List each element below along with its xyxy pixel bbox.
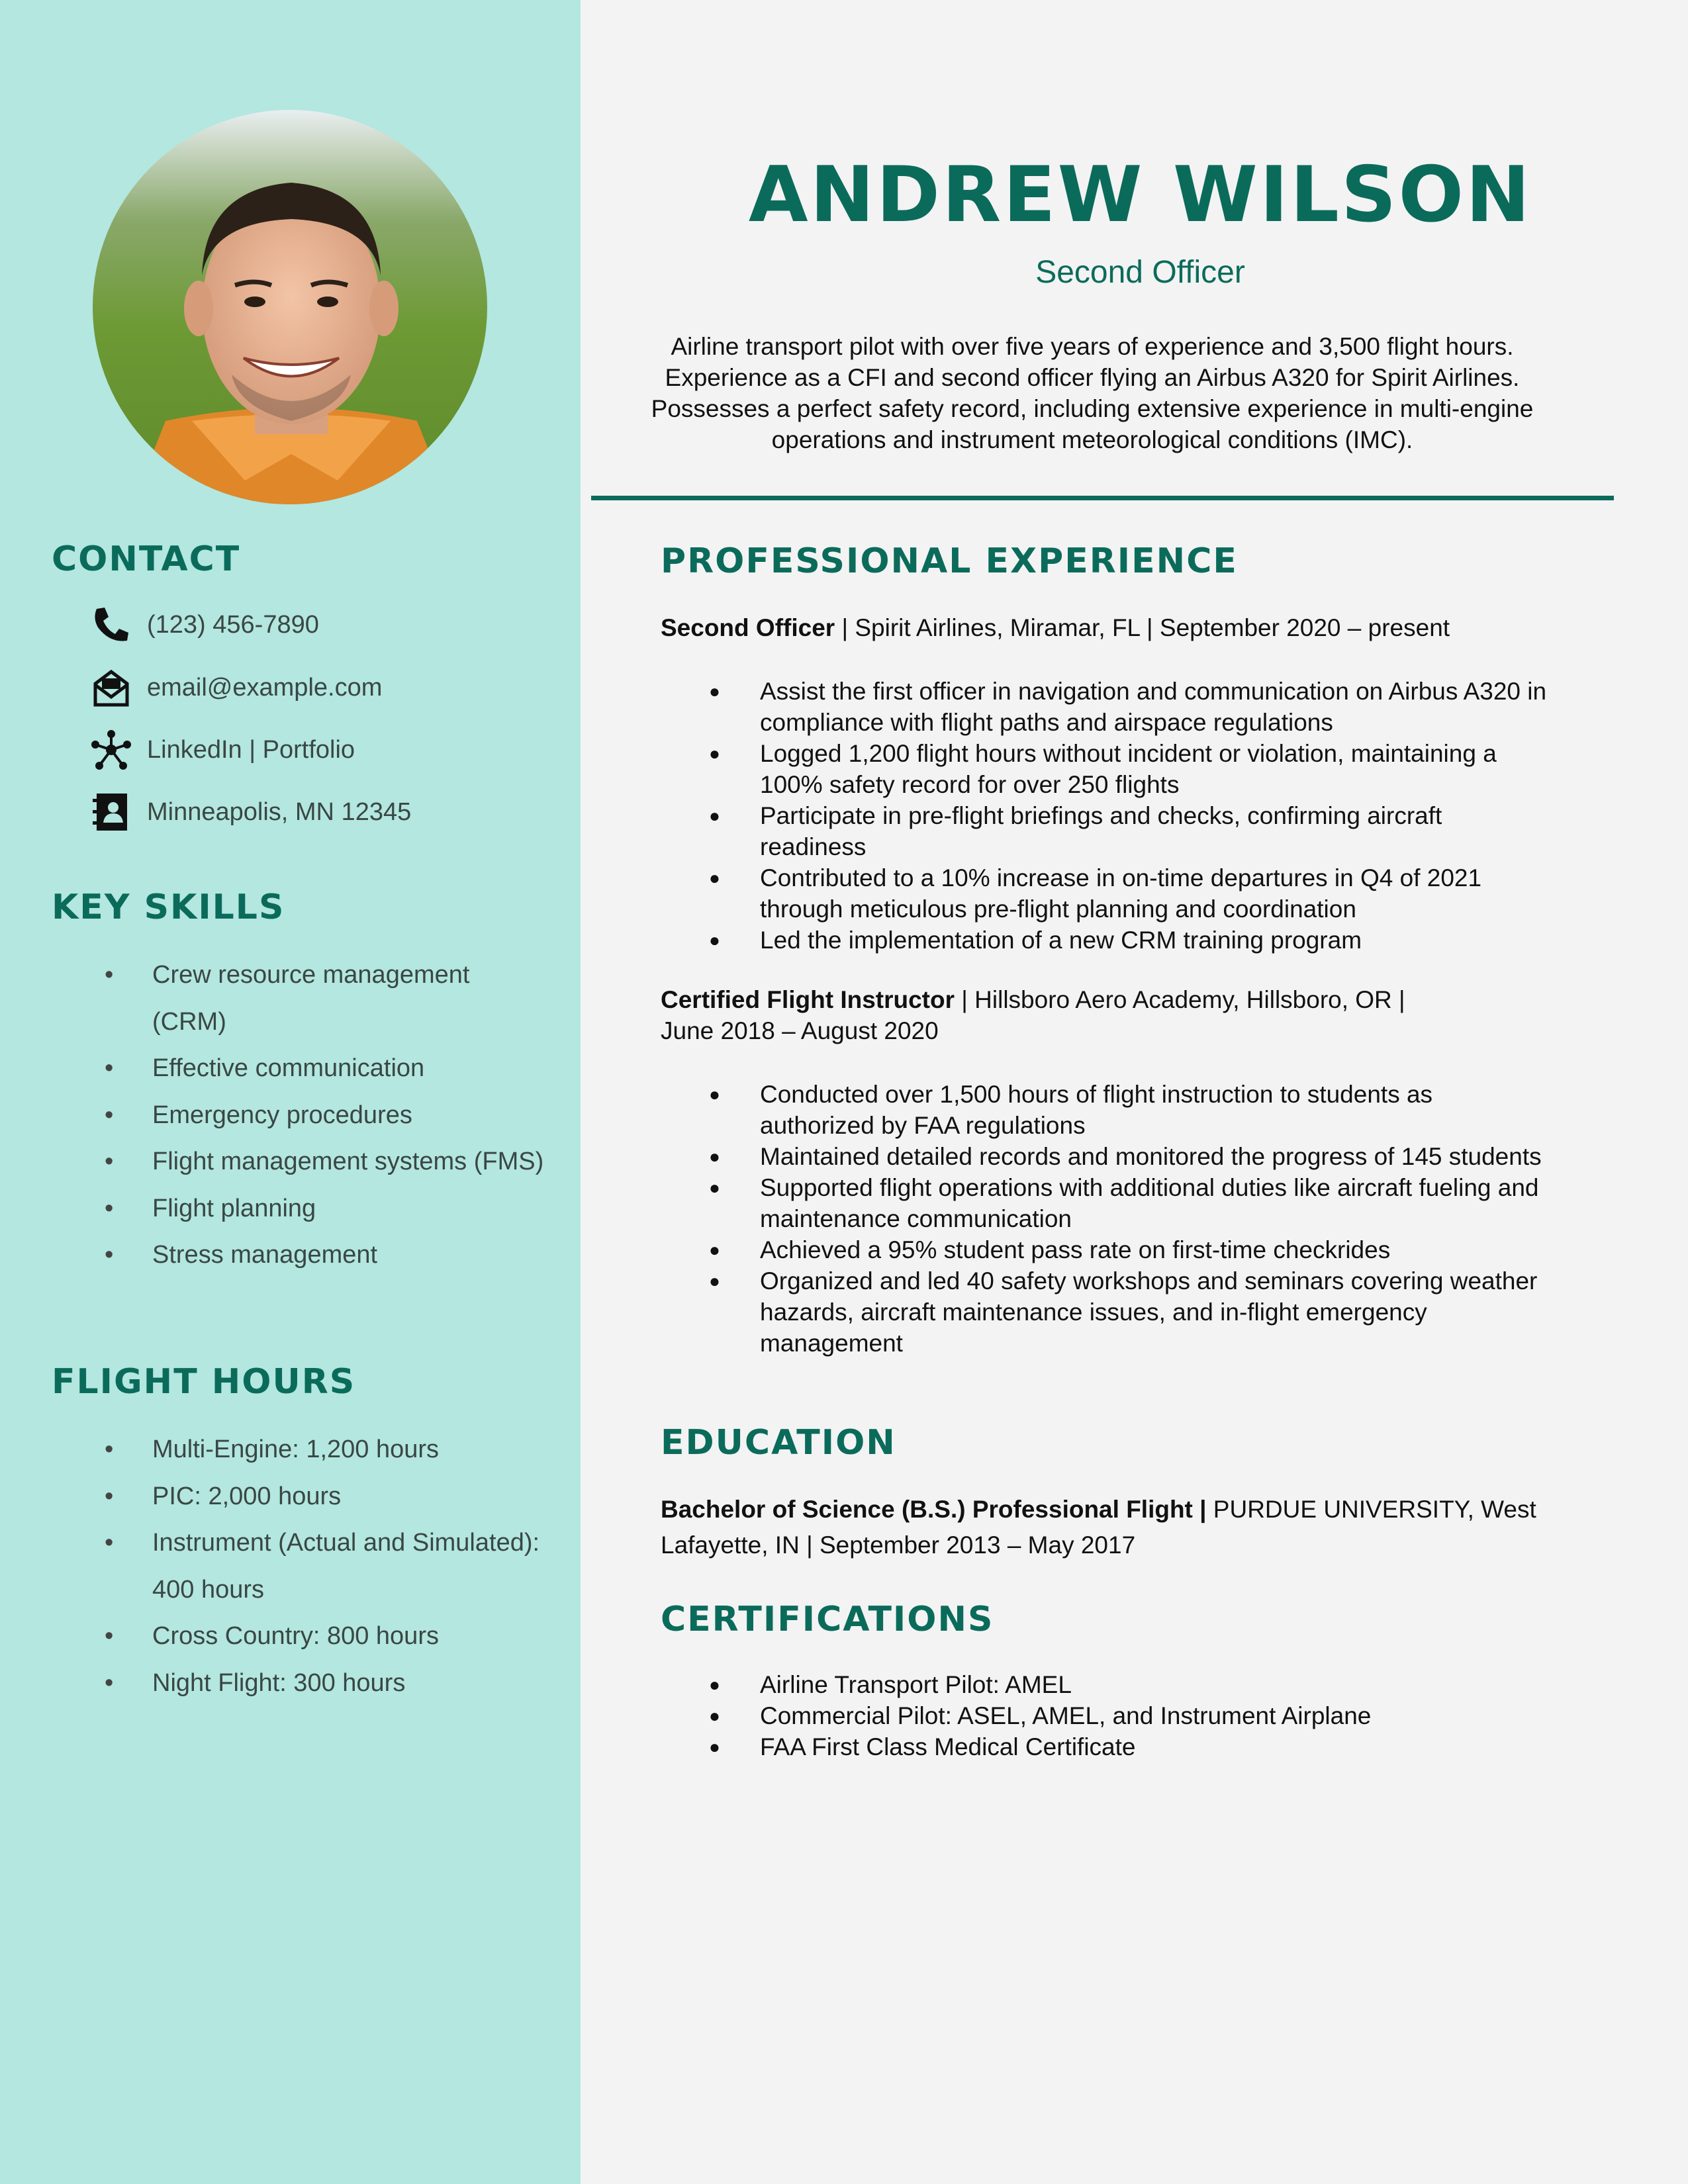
job-title: Certified Flight Instructor [661, 986, 955, 1013]
list-item: • Crew resource management (CRM) [152, 952, 549, 1045]
job-header [661, 984, 1574, 1046]
contact-heading: CONTACT [52, 539, 241, 579]
degree: Bachelor of Science (B.S.) Professional Flight | [661, 1496, 1207, 1523]
network-icon [90, 729, 132, 771]
education-heading: EDUCATION [661, 1423, 896, 1463]
list-item: ● Commercial Pilot: ASEL, AMEL, and Instrument Airplane [760, 1700, 1548, 1731]
list-item: • Multi-Engine: 1,200 hours [152, 1426, 549, 1473]
list-item: • Stress management [152, 1232, 549, 1279]
education-entry [661, 1492, 1548, 1563]
list-item: ● Achieved a 95% student pass rate on first-time checkrides [760, 1234, 1548, 1265]
contact-location [90, 791, 411, 833]
flight-hours-list [152, 1426, 549, 1706]
list-item: • Effective communication [152, 1045, 549, 1092]
list-item: ● Assist the first officer in navigation and communication on Airbus A320 in compliance with flight paths and airspace regulations [760, 676, 1548, 738]
flight-hours-heading: FLIGHT HOURS [52, 1362, 356, 1402]
job-dates: June 2018 – August 2020 [661, 1017, 939, 1044]
key-skills-heading: KEY SKILLS [52, 887, 285, 927]
list-item: • PIC: 2,000 hours [152, 1473, 549, 1520]
address-book-icon [90, 791, 132, 833]
header-divider [591, 496, 1614, 500]
job-bullets [760, 676, 1548, 956]
list-item: ● Conducted over 1,500 hours of flight instruction to students as authorized by FAA regulations [760, 1079, 1548, 1141]
list-item: ● FAA First Class Medical Certificate [760, 1731, 1548, 1762]
location: Minneapolis, MN 12345 [147, 797, 412, 826]
job-title: Second Officer [661, 614, 835, 641]
job-header [661, 612, 1574, 643]
summary: Airline transport pilot with over five years of experience and 3,500 flight hours. Experience as a CFI and second officer flying an Airbus A320 for Spirit Airlines. Possesses a perfect safety record, including extensive experience in multi-engine operations and instrument meteorological conditions (IMC). [651, 333, 1534, 453]
candidate-name: ANDREW WILSON [748, 150, 1532, 240]
certifications-heading: CERTIFICATIONS [661, 1600, 994, 1639]
profile-photo [93, 110, 487, 504]
experience-heading: PROFESSIONAL EXPERIENCE [661, 541, 1238, 581]
key-skills-list [152, 952, 549, 1279]
list-item: • Night Flight: 300 hours [152, 1660, 549, 1707]
contact-email [90, 666, 382, 709]
email-icon [90, 666, 132, 709]
contact-phone [90, 604, 319, 646]
list-item: ● Logged 1,200 flight hours without incident or violation, maintaining a 100% safety record for over 250 flights [760, 738, 1548, 800]
phone-icon [90, 604, 132, 646]
certifications-list [760, 1669, 1548, 1762]
list-item: ● Organized and led 40 safety workshops and seminars covering weather hazards, aircraft maintenance issues, and in-flight emergency management [760, 1265, 1548, 1359]
list-item: ● Participate in pre-flight briefings and checks, confirming aircraft readiness [760, 800, 1548, 862]
job-details: | Hillsboro Aero Academy, Hillsboro, OR | [955, 986, 1405, 1013]
list-item: ● Led the implementation of a new CRM training program [760, 925, 1548, 956]
list-item: • Flight management systems (FMS) [152, 1138, 549, 1185]
phone-number: (123) 456-7890 [147, 610, 319, 639]
profile-links[interactable]: LinkedIn | Portfolio [147, 735, 355, 764]
list-item: • Cross Country: 800 hours [152, 1613, 549, 1660]
list-item: ● Maintained detailed records and monitored the progress of 145 students [760, 1141, 1548, 1172]
education-details: PURDUE UNIVERSITY, West Lafayette, IN | September 2013 – May 2017 [661, 1496, 1536, 1559]
list-item: • Emergency procedures [152, 1092, 549, 1139]
job-bullets [760, 1079, 1548, 1359]
list-item: ● Supported flight operations with additional duties like aircraft fueling and maintenance communication [760, 1172, 1548, 1234]
list-item: • Instrument (Actual and Simulated): 400 hours [152, 1520, 549, 1613]
list-item: ● Airline Transport Pilot: AMEL [760, 1669, 1548, 1700]
contact-links [90, 729, 355, 771]
list-item: • Flight planning [152, 1185, 549, 1232]
list-item: ● Contributed to a 10% increase in on-time departures in Q4 of 2021 through meticulous pre-flight planning and coordination [760, 862, 1548, 925]
email-address[interactable]: email@example.com [147, 673, 383, 702]
job-title: Second Officer [1035, 255, 1245, 290]
job-details: | Spirit Airlines, Miramar, FL | September 2020 – present [835, 614, 1450, 641]
